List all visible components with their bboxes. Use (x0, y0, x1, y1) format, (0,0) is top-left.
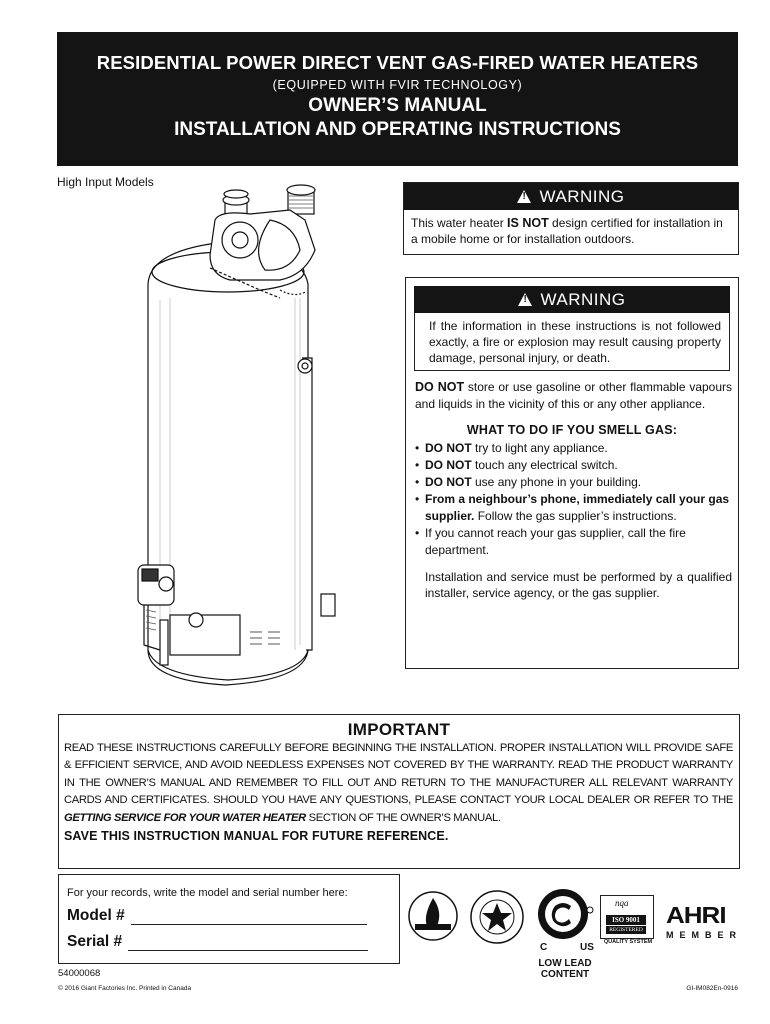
warning-text-emphasis: IS NOT (507, 216, 549, 230)
ahri-member-logo (666, 902, 741, 940)
ahri-member-label: MEMBER (666, 930, 742, 940)
registered-label: REGISTERED (606, 926, 646, 934)
nqa-iso-logo (600, 895, 654, 948)
high-input-label: High Input Models (57, 175, 154, 189)
quality-system-label: QUALITY SYSTEM (603, 939, 653, 945)
water-heater-illustration (130, 180, 340, 692)
list-item (415, 474, 732, 491)
list-item-bold: From a neighbour’s phone, immediately call your gas supplier. (425, 492, 730, 523)
do-not-store-text: store or use gasoline or other flammable vapours and liquids in the vicinity of this or any other appliance. (415, 380, 733, 411)
list-item-bold: DO NOT (425, 458, 472, 472)
serial-number-field[interactable] (128, 936, 368, 951)
important-body (59, 740, 739, 827)
list-item (415, 457, 732, 474)
list-item-bold: DO NOT (425, 441, 472, 455)
list-item (415, 440, 732, 457)
model-number-field[interactable] (131, 910, 367, 925)
manual-title: OWNER’S MANUAL (308, 95, 487, 116)
important-section-reference: GETTING SERVICE FOR YOUR WATER HEATER (64, 811, 306, 824)
important-body-text: READ THESE INSTRUCTIONS CAREFULLY BEFORE BEGINNING THE INSTALLATION. PROPER INSTALLATION WILL PROVIDE SAFE & EFFICIENT SERVICE, AND AVOID NEEDLESS EXPENSES NOT COVERED BY THE WARRANTY. READ THE PRODUCT WARRANTY IN THE OWNER’S MANUAL AND REMEMBER TO FILL OUT AND RETURN TO THE MANUFACTURER ALL RELEVANT WARRANTY CARDS AND CERTIFICATES. SHOULD YOU HAVE ANY QUESTIONS, PLEASE CONTACT YOUR LOCAL DEALER OR REFER TO THE (64, 742, 733, 807)
document-header (57, 32, 738, 166)
warning-heading-bar (414, 286, 730, 313)
nqa-name: nqa (615, 898, 629, 908)
smell-gas-heading: WHAT TO DO IF YOU SMELL GAS: (466, 423, 678, 437)
document-number: GI-IM082En-0916 (686, 985, 738, 992)
smell-gas-list (406, 440, 738, 559)
warning-fire-explosion (405, 277, 739, 669)
warning-heading: WARNING (539, 187, 625, 206)
low-lead-content-label: LOW LEAD CONTENT (538, 958, 592, 980)
do-not-store-paragraph (406, 371, 738, 413)
records-box (58, 874, 400, 964)
csa-us-mark: US (580, 942, 594, 953)
document-code: 54000068 (58, 968, 101, 979)
warning-text (404, 210, 738, 247)
list-item-text: try to light any appliance. (471, 441, 608, 455)
important-notice (58, 714, 740, 869)
csa-logo (535, 888, 595, 944)
installation-note: Installation and service must be performed by a qualified installer, service agency, or the gas supplier. (425, 570, 732, 600)
flame-seal-logo (405, 888, 461, 944)
model-label: Model # (67, 907, 125, 924)
list-item-text: Follow the gas supplier’s instructions. (474, 509, 677, 523)
document-subtitle: (EQUIPPED WITH FVIR TECHNOLOGY) (272, 78, 523, 92)
ahri-name: AHRI (666, 901, 726, 929)
important-heading: IMPORTANT (347, 720, 451, 739)
warning-triangle-icon (518, 293, 532, 306)
warning-heading-bar (404, 183, 738, 210)
warning-text-pre: This water heater (411, 216, 508, 230)
warning-triangle-icon (517, 190, 531, 203)
records-intro: For your records, write the model and serial number here: (67, 887, 348, 899)
document-title: RESIDENTIAL POWER DIRECT VENT GAS-FIRED WATER HEATERS (96, 52, 699, 73)
serial-row (59, 933, 399, 951)
list-item (415, 525, 732, 559)
do-not-label: DO NOT (415, 380, 465, 394)
csa-c-mark: C (540, 942, 548, 953)
warning-mobile-home (403, 182, 739, 255)
iso-label: ISO 9001 (606, 915, 646, 925)
model-row (59, 907, 399, 925)
warning-fire-text: If the information in these instructions is not followed exactly, a fire or explosion may result causing property damage, personal injury, or death. (414, 313, 730, 371)
copyright: © 2016 Giant Factories Inc. Printed in Canada (58, 985, 192, 992)
list-item (415, 491, 732, 525)
list-item-text: If you cannot reach your gas supplier, call the fire department. (425, 526, 686, 557)
warning-text-post: design certified for installation in a mobile home or for installation outdoors. (411, 216, 723, 246)
important-body-end: SECTION OF THE OWNER’S MANUAL. (305, 811, 501, 824)
save-manual-notice: SAVE THIS INSTRUCTION MANUAL FOR FUTURE REFERENCE. (64, 829, 449, 844)
instructions-title: INSTALLATION AND OPERATING INSTRUCTIONS (174, 119, 621, 140)
warning-heading: WARNING (540, 290, 626, 309)
star-certified-seal-logo (468, 888, 526, 946)
list-item-text: touch any electrical switch. (471, 458, 618, 472)
list-item-text: use any phone in your building. (471, 475, 642, 489)
list-item-bold: DO NOT (425, 475, 472, 489)
serial-label: Serial # (67, 933, 123, 950)
